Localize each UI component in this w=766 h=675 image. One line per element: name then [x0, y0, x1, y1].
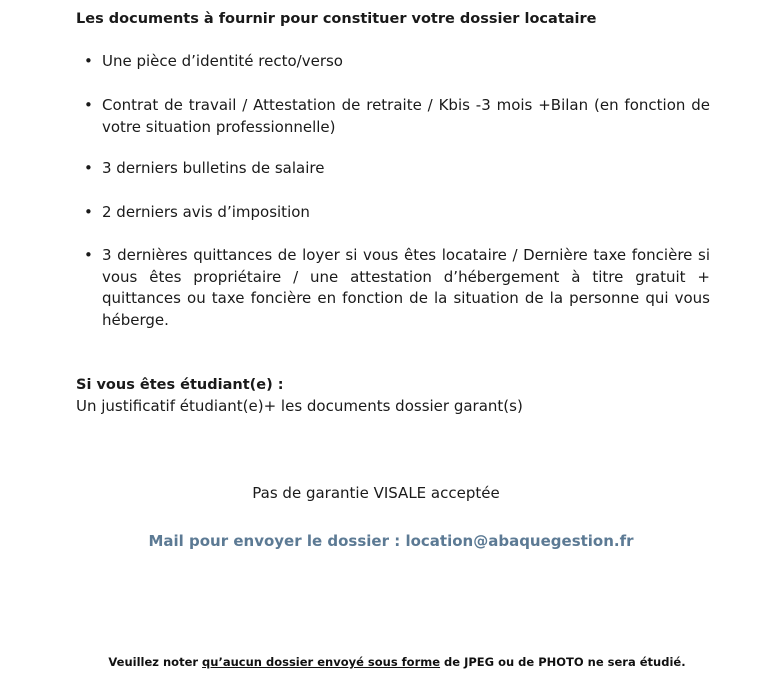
bullet-icon: • [84, 159, 93, 177]
student-section-text: Un justificatif étudiant(e)+ les documents dossier garant(s) [76, 397, 523, 415]
list-item-text: 3 derniers bulletins de salaire [102, 159, 325, 177]
list-item-employment [84, 95, 710, 138]
list-item-identity [84, 51, 710, 73]
list-item-tax-notices [84, 202, 710, 224]
bullet-icon: • [84, 246, 93, 264]
footer-note-underlined: qu’aucun dossier envoyé sous forme [202, 655, 441, 669]
mail-label: Mail pour envoyer le dossier : [148, 532, 406, 550]
list-item-text: 2 derniers avis d’imposition [102, 203, 310, 221]
list-item-housing-proof [84, 245, 710, 331]
mail-line [0, 531, 766, 552]
visale-notice: Pas de garantie VISALE acceptée [252, 484, 500, 502]
footer-note-part1: Veuillez noter [108, 655, 203, 669]
list-item-text: Contrat de travail / Attestation de retraite / Kbis -3 mois +Bilan (en fonction de votre situation professionnelle) [102, 96, 710, 136]
list-item-text: 3 dernières quittances de loyer si vous êtes locataire / Dernière taxe foncière si vous êtes propriétaire / une attestation d’hébergement à titre gratuit + quittances ou taxe foncière en fonction de la situation de la personne qui vous héberge. [102, 246, 710, 329]
footer-note [0, 654, 766, 671]
documents-heading: Les documents à fournir pour constituer votre dossier locataire [76, 11, 597, 27]
bullet-icon: • [84, 52, 93, 70]
mail-address-link[interactable]: location@abaquegestion.fr [405, 532, 634, 550]
list-item-text: Une pièce d’identité recto/verso [102, 52, 343, 70]
bullet-icon: • [84, 203, 93, 221]
list-item-payslips [84, 158, 710, 180]
bullet-icon: • [84, 96, 93, 114]
footer-note-part3: de JPEG ou de PHOTO ne sera étudié. [440, 655, 686, 669]
student-section-title: Si vous êtes étudiant(e) : [76, 377, 284, 393]
